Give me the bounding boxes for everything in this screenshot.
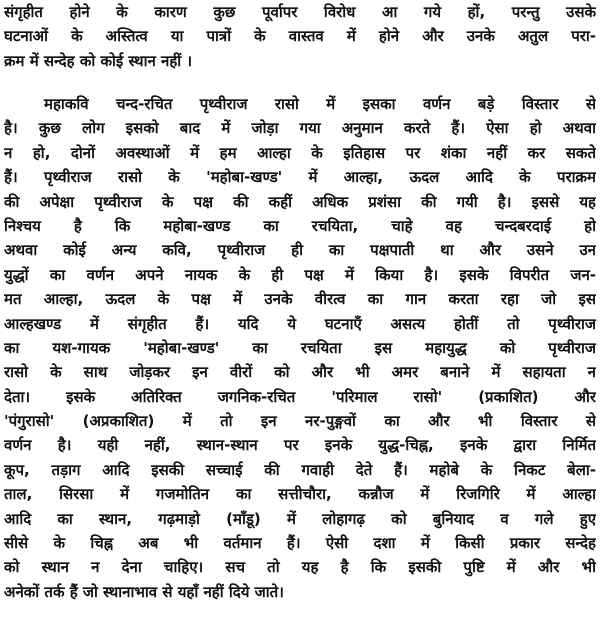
text-line: की अपेक्षा पृथ्वीराज के पक्ष की कहीं अधिक प्रशंसा की गयी है। इससे यह (4, 192, 596, 211)
text-line: अथवा कोई अन्य कवि, पृथ्वीराज ही का पक्षपाती था और उसने उन (4, 241, 596, 260)
text-line: संगृहीत होने के कारण कुछ पूर्वापर विरोध आ गये हों, परन्तु उसके (4, 3, 596, 21)
text-line: ताल, सिरसा में गजमोतिन का सत्तीचौरा, कन्नौज में रिजगिरि में आल्हा (4, 485, 596, 504)
text-line: आल्हखण्ड में संगृहीत हैं। यदि ये घटनाएँ असत्य होतीं तो पृथ्वीराज (4, 314, 596, 333)
text-line: महाकवि चन्द-रचित पृथ्वीराज रासो में इसका वर्णन बड़े विस्तार से (44, 95, 596, 113)
text-line: 'पंगुरासो' (अप्रकाशित) में तो इन नर-पुङ्गवों का और भी विस्तार से (4, 412, 596, 431)
text-line: देता। इसके अतिरिक्त जगनिक-रचित 'परिमाल रासो' (प्रकाशित) और (4, 387, 596, 406)
text-line: को स्थान न देना चाहिए। सच तो यह है कि इसकी पुष्टि में और भी (4, 558, 596, 577)
text-line: रासो के साथ जोड़कर इन वीरों को और भी अमर बनाने में सहायता न (4, 363, 596, 382)
text-line: वर्णन है। यही नहीं, स्थान-स्थान पर इनके युद्ध-चिह्न, इनके द्वारा निर्मित (4, 436, 596, 455)
text-line: अनेकों तर्क हैं जो स्थानाभाव से यहाँ नहीं दिये जाते। (4, 582, 284, 601)
text-line: का यश-गायक 'महोबा-खण्ड' का रचयिता इस महायुद्ध को पृथ्वीराज (4, 338, 596, 357)
text-line: युद्धों का वर्णन अपने नायक के ही पक्ष में किया है। इसके विपरीत जन- (4, 265, 596, 284)
paragraph-1 (4, 0, 596, 73)
text-line: आदि का स्थान, गढ़माड़ो (माँडू) में लोहागढ़ को बुनियाद व गले हुए (4, 509, 596, 528)
text-line: मत आल्हा, ऊदल के पक्ष में उनके वीरत्व का गान करता रहा जो इस (4, 290, 596, 309)
text-line: कूप, तड़ाग आदि इसकी सच्चाई की गवाही देते हैं। महोबे के निकट बेला- (4, 460, 596, 479)
text-line: सीसे के चिह्न अब भी वर्तमान हैं। ऐसी दशा में किसी प्रकार सन्देह (4, 534, 596, 553)
text-line: न हो, दोनों अवस्थाओं में हम आल्हा के इतिहास पर शंका नहीं कर सकते (4, 143, 596, 162)
text-line: निश्चय है कि महोबा-खण्ड का रचयिता, चाहे वह चन्दबरदाई हो (4, 216, 596, 235)
text-line: क्रम में सन्देह को कोई स्थान नहीं । (4, 51, 193, 70)
text-line: घटनाओं के अस्तित्व या पात्रों के वास्तव में होने और उनके अतुल परा- (4, 27, 596, 46)
text-line: हैं। पृथ्वीराज रासो के 'महोबा-खण्ड' में आल्हा, ऊदल आदि के पराक्रम (4, 168, 596, 187)
text-line: है। कुछ लोग इसको बाद में जोड़ा गया अनुमान करते हैं। ऐसा हो अथवा (4, 119, 596, 138)
paragraph-2 (4, 92, 596, 604)
